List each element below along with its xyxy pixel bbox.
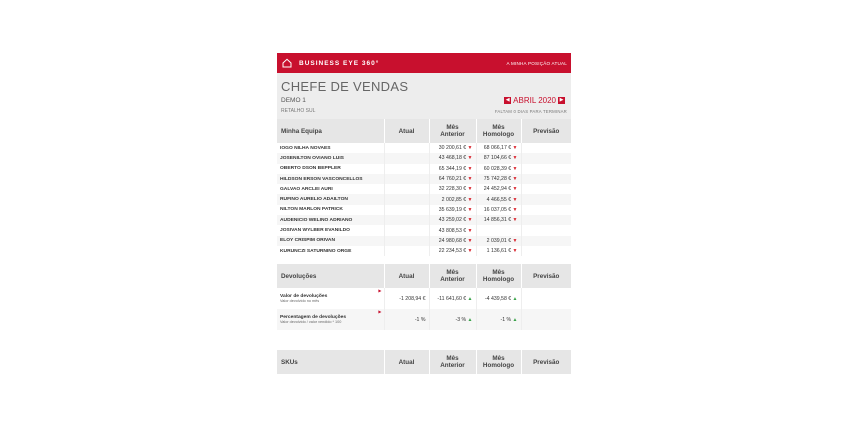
homologous-cell-value: 1 136,61 € [486,248,512,255]
table-row[interactable] [277,164,571,174]
prev-month-cell-value: 24 980,68 € [438,237,467,244]
employee-name[interactable]: HILDSON ERSON VASCONCELLOS [277,174,384,184]
month-selector [502,96,567,105]
homologous-cell-value: 75 742,28 € [483,176,512,183]
down-arrow-icon: ▼ [511,248,518,255]
down-arrow-icon: ▼ [466,248,473,255]
homologous-cell [476,184,521,194]
employee-name[interactable]: IOGO NILHA NOVAES [280,145,331,151]
homologous-cell [476,153,521,163]
employee-name[interactable]: JOSENILTON OVIANO LUIS [277,153,384,163]
current-cell [384,184,429,194]
prev-month-button[interactable]: ◀ [505,97,510,103]
down-arrow-icon: ▼ [511,206,518,213]
metric-description: Valor devolvido / valor vendido * 100 [280,320,342,325]
table-row[interactable] [277,246,571,256]
team-table [277,119,571,256]
current-cell [384,225,429,235]
employee-name[interactable]: GALVAO ARCLEI AURI [280,186,333,192]
homologous-cell [476,246,521,256]
down-arrow-icon: ▼ [511,217,518,224]
prev-month-cell-value: 2 002,85 € [441,196,467,203]
employee-name[interactable]: OBERTO DSON BEPPLER [280,166,341,172]
homologous-cell-value: 2 039,01 € [486,237,512,244]
header-current: Atual [384,264,429,288]
prev-month-cell [429,184,476,194]
table-row[interactable] [277,288,571,309]
current-cell [384,164,429,174]
metric-name: Valor de devoluções [280,294,328,300]
table-row[interactable] [277,225,571,235]
prev-month-cell [429,164,476,174]
page-header [277,73,571,119]
current-cell [384,143,429,153]
header-prev-month: Mês Anterior [429,264,476,288]
current-cell [384,236,429,246]
down-arrow-icon: ▼ [466,155,473,162]
homologous-cell [476,225,521,235]
homologous-cell [476,194,521,204]
homologous-cell [476,236,521,246]
prev-month-cell [429,143,476,153]
prev-month-cell-value: 43 468,18 € [438,155,467,162]
table-row[interactable] [277,174,571,184]
next-month-button[interactable]: ▶ [559,97,564,103]
homologous-cell-value: 4 466,55 € [486,196,512,203]
home-icon[interactable] [281,57,293,69]
table-row[interactable] [277,236,571,246]
prev-month-cell-value: -11 641,60 € [437,295,467,302]
down-arrow-icon: ▼ [511,165,518,172]
down-arrow-icon: ▼ [466,186,473,193]
app-frame [277,53,571,446]
forecast-cell [521,236,571,246]
homologous-cell-value: -4 439,58 € [484,295,512,302]
homologous-cell [476,164,521,174]
current-cell-value: -1 208,94 € [399,295,426,302]
current-cell [384,246,429,256]
header-forecast: Previsão [521,119,571,143]
forecast-cell [521,246,571,256]
homologous-cell-value: 16 037,05 € [483,206,512,213]
up-arrow-icon: ▲ [466,295,473,302]
homologous-cell-value: 24 452,94 € [483,186,512,193]
table-row[interactable] [277,153,571,163]
down-arrow-icon: ▼ [466,145,473,152]
forecast-cell [521,143,571,153]
header-homologous: Mês Homologo [476,119,521,143]
prev-month-cell [429,288,476,309]
forecast-cell [521,288,571,309]
current-cell [384,153,429,163]
homologous-cell [476,143,521,153]
skus-table [277,350,571,374]
prev-month-cell [429,153,476,163]
homologous-cell-value: 68 066,17 € [483,145,512,152]
prev-month-cell [429,309,476,330]
table-row[interactable] [277,215,571,225]
homologous-cell [476,288,521,309]
header-homologous: Mês Homologo [476,264,521,288]
header-forecast: Previsão [521,264,571,288]
homologous-cell-value: 60 028,39 € [483,165,512,172]
forecast-cell [521,205,571,215]
employee-name[interactable]: RUFINO AURELIO ADAILTON [277,194,384,204]
brand-title: BUSINESS EYE 360° [299,59,380,67]
current-cell [384,174,429,184]
homologous-cell-value: -1 % [500,316,512,323]
prev-month-cell-value: -3 % [455,316,467,323]
header-forecast: Previsão [521,350,571,374]
table-row[interactable] [277,143,571,153]
prev-month-cell [429,205,476,215]
table-row[interactable] [277,205,571,215]
forecast-cell [521,174,571,184]
header-skus: SKUs [277,350,384,374]
employee-name[interactable]: NILTON MARLON PATRICK [280,207,343,213]
homologous-cell [476,205,521,215]
header-current: Atual [384,119,429,143]
subtitle-demo: DEMO 1 [281,97,306,104]
homologous-cell-value: 87 104,66 € [483,155,512,162]
prev-month-cell [429,174,476,184]
flag-marker-icon[interactable]: ▶ [378,288,382,294]
forecast-cell [521,194,571,204]
forecast-cell [521,153,571,163]
prev-month-cell-value: 30 200,61 € [438,145,467,152]
prev-month-cell [429,194,476,204]
prev-month-cell [429,225,476,235]
current-cell [384,309,429,330]
days-remaining: FALTAM 0 DIAS PARA TERMINAR [494,109,567,114]
metric-name-cell[interactable] [277,309,384,330]
down-arrow-icon: ▼ [466,237,473,244]
header-returns: Devoluções [277,264,384,288]
employee-name[interactable]: AUDENICIO WELINO ADRIANO [277,215,384,225]
employee-name[interactable]: JOSIVAN WYLBER EVANILDO [280,228,350,234]
prev-month-cell-value: 43 808,53 € [438,227,467,234]
forecast-cell [521,215,571,225]
homologous-cell [476,309,521,330]
down-arrow-icon: ▼ [466,165,473,172]
prev-month-cell [429,215,476,225]
down-arrow-icon: ▼ [466,196,473,203]
metric-name: Percentagem de devoluções [280,315,347,321]
forecast-cell [521,184,571,194]
prev-month-cell [429,246,476,256]
up-arrow-icon: ▲ [466,316,473,323]
returns-table [277,264,571,330]
homologous-cell-value: 14 856,31 € [483,217,512,224]
employee-name[interactable]: ELOY CRISPIM ORIVAN [277,236,384,246]
table-row[interactable] [277,184,571,194]
down-arrow-icon: ▼ [511,145,518,152]
forecast-cell [521,309,571,330]
current-cell [384,215,429,225]
down-arrow-icon: ▼ [511,176,518,183]
current-cell [384,194,429,204]
prev-month-cell-value: 65 344,19 € [438,165,467,172]
current-cell [384,288,429,309]
forecast-cell [521,225,571,235]
header-prev-month: Mês Anterior [429,350,476,374]
down-arrow-icon: ▼ [511,155,518,162]
header-team: Minha Equipa [277,119,384,143]
prev-month-cell-value: 43 259,02 € [438,217,467,224]
prev-month-cell [429,236,476,246]
down-arrow-icon: ▼ [511,186,518,193]
down-arrow-icon: ▼ [466,176,473,183]
current-cell-value: -1 % [414,316,426,323]
forecast-cell [521,164,571,174]
flag-marker-icon[interactable]: ▶ [378,309,382,315]
employee-name[interactable]: KURUNCZI SATURNINO ORGE [280,248,352,254]
prev-month-cell-value: 35 639,19 € [438,206,467,213]
my-position-link[interactable]: A MINHA POSIÇÃO ATUAL [506,60,567,66]
metric-name-cell[interactable] [277,288,384,309]
down-arrow-icon: ▼ [466,227,473,234]
subtitle-region: RETALHO SUL [281,108,316,114]
homologous-cell [476,174,521,184]
metric-description: Valor devolvido no mês [280,299,320,304]
top-bar [277,53,571,73]
homologous-cell [476,215,521,225]
page-title: CHEFE DE VENDAS [281,79,409,94]
prev-month-cell-value: 64 760,21 € [438,176,467,183]
current-cell [384,205,429,215]
header-current: Atual [384,350,429,374]
current-month: ABRIL 2020 [513,96,556,105]
table-row[interactable] [277,194,571,204]
table-row[interactable] [277,309,571,330]
prev-month-cell-value: 32 228,30 € [438,186,467,193]
prev-month-cell-value: 22 234,53 € [438,248,467,255]
down-arrow-icon: ▼ [466,206,473,213]
down-arrow-icon: ▼ [511,237,518,244]
header-homologous: Mês Homologo [476,350,521,374]
down-arrow-icon: ▼ [466,217,473,224]
down-arrow-icon: ▼ [511,196,518,203]
header-prev-month: Mês Anterior [429,119,476,143]
up-arrow-icon: ▲ [511,295,518,302]
up-arrow-icon: ▲ [511,316,518,323]
